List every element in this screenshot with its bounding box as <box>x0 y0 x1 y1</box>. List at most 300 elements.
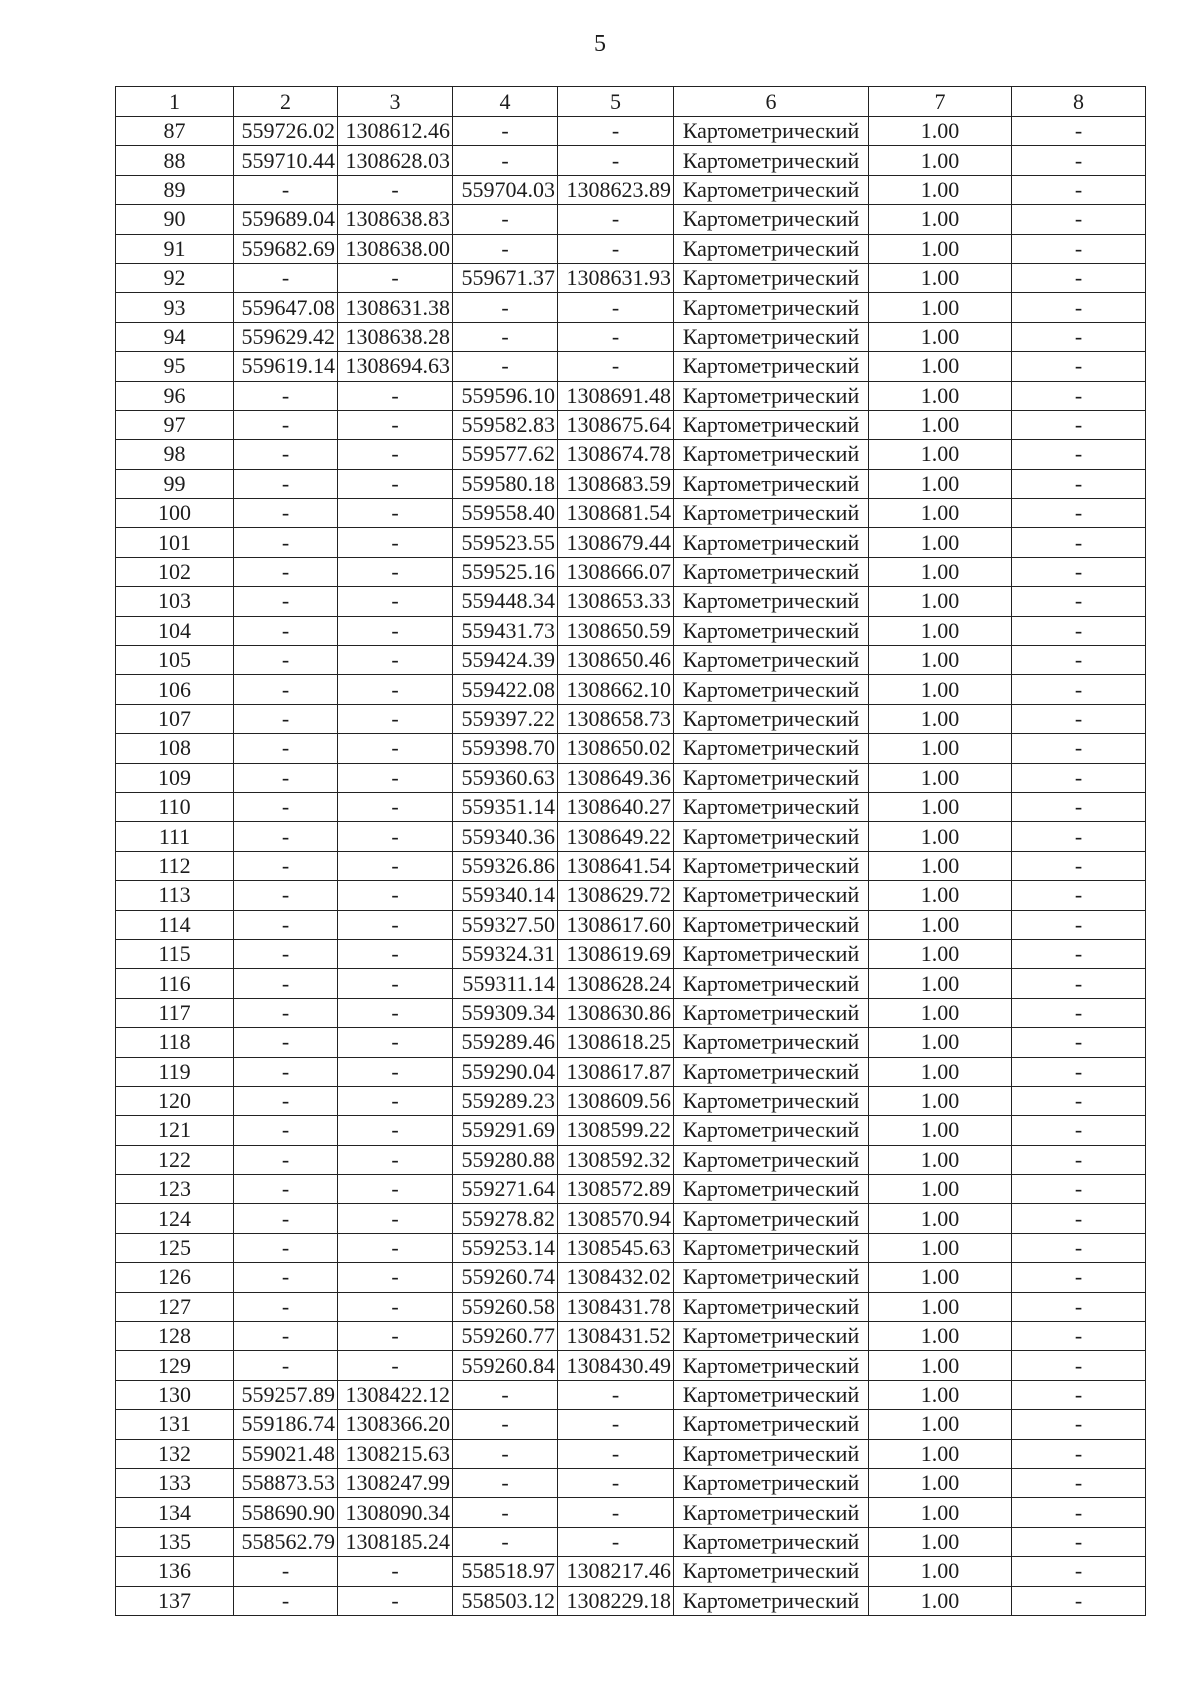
column-4-cell: 559326.86 <box>453 851 558 880</box>
column-5-cell: 1308630.86 <box>558 998 674 1027</box>
column-5-cell: 1308641.54 <box>558 851 674 880</box>
point-number-cell: 87 <box>116 117 234 146</box>
column-5-cell: 1308430.49 <box>558 1351 674 1380</box>
method-cell: Картометрический <box>674 675 869 704</box>
column-3-cell: - <box>338 1292 453 1321</box>
method-cell: Картометрический <box>674 1380 869 1409</box>
point-number-cell: 131 <box>116 1410 234 1439</box>
point-number-cell: 125 <box>116 1233 234 1262</box>
column-4-cell: - <box>453 234 558 263</box>
column-4-cell: 559324.31 <box>453 939 558 968</box>
column-2-cell: - <box>234 469 338 498</box>
accuracy-cell: 1.00 <box>869 1527 1012 1556</box>
method-cell: Картометрический <box>674 1145 869 1174</box>
method-cell: Картометрический <box>674 1233 869 1262</box>
table-row <box>116 587 1146 616</box>
accuracy-cell: 1.00 <box>869 1145 1012 1174</box>
table-row <box>116 1175 1146 1204</box>
column-3-cell: 1308638.00 <box>338 234 453 263</box>
accuracy-cell: 1.00 <box>869 175 1012 204</box>
point-number-cell: 133 <box>116 1468 234 1497</box>
point-number-cell: 91 <box>116 234 234 263</box>
column-8-cell: - <box>1012 175 1146 204</box>
column-8-cell: - <box>1012 117 1146 146</box>
column-8-cell: - <box>1012 734 1146 763</box>
method-cell: Картометрический <box>674 205 869 234</box>
accuracy-cell: 1.00 <box>869 263 1012 292</box>
column-3-cell: - <box>338 822 453 851</box>
table-row <box>116 969 1146 998</box>
accuracy-cell: 1.00 <box>869 1468 1012 1497</box>
column-5-cell: 1308629.72 <box>558 881 674 910</box>
table-row <box>116 704 1146 733</box>
column-5-cell: 1308628.24 <box>558 969 674 998</box>
table-row <box>116 1116 1146 1145</box>
table-row <box>116 1292 1146 1321</box>
column-3-cell: - <box>338 734 453 763</box>
column-3-cell: - <box>338 440 453 469</box>
column-8-cell: - <box>1012 792 1146 821</box>
point-number-cell: 89 <box>116 175 234 204</box>
accuracy-cell: 1.00 <box>869 910 1012 939</box>
column-2-cell: - <box>234 175 338 204</box>
column-5-cell: 1308618.25 <box>558 1028 674 1057</box>
accuracy-cell: 1.00 <box>869 587 1012 616</box>
table-row <box>116 1145 1146 1174</box>
accuracy-cell: 1.00 <box>869 1292 1012 1321</box>
column-8-cell: - <box>1012 998 1146 1027</box>
column-3-cell: - <box>338 263 453 292</box>
accuracy-cell: 1.00 <box>869 528 1012 557</box>
column-5-cell: - <box>558 1410 674 1439</box>
column-8-cell: - <box>1012 969 1146 998</box>
method-cell: Картометрический <box>674 440 869 469</box>
column-2-cell: - <box>234 939 338 968</box>
column-8-cell: - <box>1012 1116 1146 1145</box>
column-4-cell: 559704.03 <box>453 175 558 204</box>
accuracy-cell: 1.00 <box>869 117 1012 146</box>
column-2-cell: 558562.79 <box>234 1527 338 1556</box>
column-header-2: 2 <box>234 87 338 117</box>
point-number-cell: 120 <box>116 1086 234 1115</box>
table-row <box>116 234 1146 263</box>
table-row <box>116 146 1146 175</box>
column-3-cell: - <box>338 557 453 586</box>
column-8-cell: - <box>1012 1380 1146 1409</box>
column-3-cell: - <box>338 881 453 910</box>
point-number-cell: 130 <box>116 1380 234 1409</box>
column-2-cell: 558873.53 <box>234 1468 338 1497</box>
accuracy-cell: 1.00 <box>869 969 1012 998</box>
method-cell: Картометрический <box>674 1292 869 1321</box>
column-8-cell: - <box>1012 1292 1146 1321</box>
point-number-cell: 122 <box>116 1145 234 1174</box>
column-2-cell: - <box>234 1145 338 1174</box>
method-cell: Картометрический <box>674 1057 869 1086</box>
column-2-cell: - <box>234 1204 338 1233</box>
column-3-cell: - <box>338 616 453 645</box>
accuracy-cell: 1.00 <box>869 1498 1012 1527</box>
column-3-cell: 1308090.34 <box>338 1498 453 1527</box>
table-row <box>116 352 1146 381</box>
column-2-cell: - <box>234 528 338 557</box>
method-cell: Картометрический <box>674 881 869 910</box>
column-header-8: 8 <box>1012 87 1146 117</box>
column-3-cell: - <box>338 939 453 968</box>
column-4-cell: 559260.77 <box>453 1322 558 1351</box>
column-3-cell: - <box>338 1116 453 1145</box>
table-row <box>116 646 1146 675</box>
column-8-cell: - <box>1012 1527 1146 1556</box>
column-3-cell: - <box>338 763 453 792</box>
method-cell: Картометрический <box>674 1263 869 1292</box>
method-cell: Картометрический <box>674 528 869 557</box>
column-5-cell: 1308649.22 <box>558 822 674 851</box>
column-2-cell: - <box>234 792 338 821</box>
accuracy-cell: 1.00 <box>869 410 1012 439</box>
method-cell: Картометрический <box>674 734 869 763</box>
method-cell: Картометрический <box>674 1322 869 1351</box>
column-2-cell: - <box>234 1292 338 1321</box>
accuracy-cell: 1.00 <box>869 881 1012 910</box>
column-2-cell: - <box>234 704 338 733</box>
column-3-cell: 1308366.20 <box>338 1410 453 1439</box>
column-4-cell: 559422.08 <box>453 675 558 704</box>
accuracy-cell: 1.00 <box>869 1057 1012 1086</box>
column-8-cell: - <box>1012 675 1146 704</box>
column-3-cell: 1308631.38 <box>338 293 453 322</box>
table-row <box>116 734 1146 763</box>
point-number-cell: 119 <box>116 1057 234 1086</box>
point-number-cell: 110 <box>116 792 234 821</box>
table-row <box>116 1468 1146 1497</box>
column-2-cell: - <box>234 1057 338 1086</box>
column-4-cell: 559289.46 <box>453 1028 558 1057</box>
point-number-cell: 104 <box>116 616 234 645</box>
column-8-cell: - <box>1012 293 1146 322</box>
table-row <box>116 117 1146 146</box>
table-row <box>116 1380 1146 1409</box>
column-5-cell: - <box>558 1380 674 1409</box>
column-4-cell: 559253.14 <box>453 1233 558 1262</box>
column-5-cell: 1308666.07 <box>558 557 674 586</box>
method-cell: Картометрический <box>674 352 869 381</box>
method-cell: Картометрический <box>674 969 869 998</box>
column-4-cell: 559327.50 <box>453 910 558 939</box>
column-8-cell: - <box>1012 616 1146 645</box>
method-cell: Картометрический <box>674 998 869 1027</box>
column-4-cell: 559582.83 <box>453 410 558 439</box>
column-4-cell: 558503.12 <box>453 1586 558 1615</box>
column-3-cell: - <box>338 1086 453 1115</box>
column-4-cell: 559280.88 <box>453 1145 558 1174</box>
column-8-cell: - <box>1012 263 1146 292</box>
column-8-cell: - <box>1012 1322 1146 1351</box>
column-5-cell: - <box>558 1498 674 1527</box>
table-row <box>116 1233 1146 1262</box>
accuracy-cell: 1.00 <box>869 1410 1012 1439</box>
point-number-cell: 117 <box>116 998 234 1027</box>
table-row <box>116 1527 1146 1556</box>
accuracy-cell: 1.00 <box>869 557 1012 586</box>
column-3-cell: 1308638.28 <box>338 322 453 351</box>
column-3-cell: - <box>338 969 453 998</box>
point-number-cell: 136 <box>116 1557 234 1586</box>
column-5-cell: 1308650.02 <box>558 734 674 763</box>
table-row <box>116 851 1146 880</box>
table-row <box>116 440 1146 469</box>
column-5-cell: 1308609.56 <box>558 1086 674 1115</box>
column-2-cell: - <box>234 440 338 469</box>
point-number-cell: 132 <box>116 1439 234 1468</box>
column-2-cell: - <box>234 557 338 586</box>
column-2-cell: - <box>234 587 338 616</box>
point-number-cell: 121 <box>116 1116 234 1145</box>
column-4-cell: 559289.23 <box>453 1086 558 1115</box>
column-4-cell: - <box>453 117 558 146</box>
column-3-cell: 1308694.63 <box>338 352 453 381</box>
column-2-cell: - <box>234 499 338 528</box>
point-number-cell: 100 <box>116 499 234 528</box>
column-2-cell: - <box>234 410 338 439</box>
column-8-cell: - <box>1012 528 1146 557</box>
column-3-cell: - <box>338 1145 453 1174</box>
table-row <box>116 410 1146 439</box>
column-5-cell: 1308431.78 <box>558 1292 674 1321</box>
point-number-cell: 103 <box>116 587 234 616</box>
column-4-cell: - <box>453 1439 558 1468</box>
column-3-cell: - <box>338 1204 453 1233</box>
column-4-cell: 559351.14 <box>453 792 558 821</box>
column-5-cell: 1308619.69 <box>558 939 674 968</box>
accuracy-cell: 1.00 <box>869 1351 1012 1380</box>
accuracy-cell: 1.00 <box>869 1380 1012 1409</box>
column-4-cell: - <box>453 1468 558 1497</box>
column-5-cell: 1308617.87 <box>558 1057 674 1086</box>
table-row <box>116 528 1146 557</box>
column-5-cell: 1308658.73 <box>558 704 674 733</box>
table-row <box>116 1086 1146 1115</box>
column-4-cell: - <box>453 293 558 322</box>
column-4-cell: - <box>453 352 558 381</box>
column-4-cell: - <box>453 322 558 351</box>
column-8-cell: - <box>1012 1351 1146 1380</box>
column-3-cell: - <box>338 499 453 528</box>
column-5-cell: 1308675.64 <box>558 410 674 439</box>
column-3-cell: - <box>338 1586 453 1615</box>
column-2-cell: - <box>234 1322 338 1351</box>
column-4-cell: 559397.22 <box>453 704 558 733</box>
point-number-cell: 113 <box>116 881 234 910</box>
column-2-cell: - <box>234 1175 338 1204</box>
column-3-cell: - <box>338 910 453 939</box>
column-5-cell: 1308217.46 <box>558 1557 674 1586</box>
point-number-cell: 99 <box>116 469 234 498</box>
method-cell: Картометрический <box>674 851 869 880</box>
column-3-cell: - <box>338 1175 453 1204</box>
column-2-cell: 559186.74 <box>234 1410 338 1439</box>
accuracy-cell: 1.00 <box>869 1204 1012 1233</box>
column-2-cell: - <box>234 263 338 292</box>
point-number-cell: 95 <box>116 352 234 381</box>
method-cell: Картометрический <box>674 1116 869 1145</box>
method-cell: Картометрический <box>674 1351 869 1380</box>
table-row <box>116 998 1146 1027</box>
method-cell: Картометрический <box>674 1557 869 1586</box>
column-3-cell: - <box>338 587 453 616</box>
column-2-cell: 559682.69 <box>234 234 338 263</box>
point-number-cell: 107 <box>116 704 234 733</box>
point-number-cell: 102 <box>116 557 234 586</box>
column-2-cell: - <box>234 1586 338 1615</box>
column-5-cell: - <box>558 322 674 351</box>
method-cell: Картометрический <box>674 469 869 498</box>
table-row <box>116 175 1146 204</box>
accuracy-cell: 1.00 <box>869 205 1012 234</box>
column-8-cell: - <box>1012 1086 1146 1115</box>
column-3-cell: 1308638.83 <box>338 205 453 234</box>
column-3-cell: - <box>338 1322 453 1351</box>
column-2-cell: - <box>234 969 338 998</box>
point-number-cell: 101 <box>116 528 234 557</box>
point-number-cell: 111 <box>116 822 234 851</box>
column-5-cell: 1308691.48 <box>558 381 674 410</box>
method-cell: Картометрический <box>674 822 869 851</box>
column-4-cell: 559596.10 <box>453 381 558 410</box>
point-number-cell: 118 <box>116 1028 234 1057</box>
table-row <box>116 822 1146 851</box>
table-row <box>116 792 1146 821</box>
column-2-cell: 558690.90 <box>234 1498 338 1527</box>
column-8-cell: - <box>1012 763 1146 792</box>
accuracy-cell: 1.00 <box>869 851 1012 880</box>
table-row <box>116 1057 1146 1086</box>
column-4-cell: - <box>453 146 558 175</box>
method-cell: Картометрический <box>674 499 869 528</box>
column-4-cell: 559340.14 <box>453 881 558 910</box>
column-8-cell: - <box>1012 557 1146 586</box>
column-5-cell: 1308631.93 <box>558 263 674 292</box>
column-2-cell: - <box>234 381 338 410</box>
column-5-cell: 1308674.78 <box>558 440 674 469</box>
point-number-cell: 127 <box>116 1292 234 1321</box>
accuracy-cell: 1.00 <box>869 352 1012 381</box>
column-8-cell: - <box>1012 587 1146 616</box>
column-4-cell: 559577.62 <box>453 440 558 469</box>
method-cell: Картометрический <box>674 704 869 733</box>
column-4-cell: 559278.82 <box>453 1204 558 1233</box>
column-8-cell: - <box>1012 881 1146 910</box>
point-number-cell: 114 <box>116 910 234 939</box>
column-5-cell: 1308653.33 <box>558 587 674 616</box>
column-2-cell: - <box>234 1116 338 1145</box>
table-row <box>116 1586 1146 1615</box>
column-2-cell: 559689.04 <box>234 205 338 234</box>
table-row <box>116 763 1146 792</box>
table-row <box>116 881 1146 910</box>
column-8-cell: - <box>1012 939 1146 968</box>
method-cell: Картометрический <box>674 263 869 292</box>
point-number-cell: 105 <box>116 646 234 675</box>
table-row <box>116 263 1146 292</box>
column-8-cell: - <box>1012 410 1146 439</box>
column-5-cell: 1308599.22 <box>558 1116 674 1145</box>
point-number-cell: 94 <box>116 322 234 351</box>
accuracy-cell: 1.00 <box>869 998 1012 1027</box>
table-row <box>116 910 1146 939</box>
column-5-cell: - <box>558 146 674 175</box>
column-2-cell: 559021.48 <box>234 1439 338 1468</box>
column-4-cell: 559260.74 <box>453 1263 558 1292</box>
accuracy-cell: 1.00 <box>869 381 1012 410</box>
table-row <box>116 1204 1146 1233</box>
column-3-cell: - <box>338 646 453 675</box>
column-8-cell: - <box>1012 499 1146 528</box>
table-row <box>116 1263 1146 1292</box>
column-4-cell: 559340.36 <box>453 822 558 851</box>
column-4-cell: 559271.64 <box>453 1175 558 1204</box>
column-3-cell: - <box>338 792 453 821</box>
column-8-cell: - <box>1012 1233 1146 1262</box>
column-5-cell: 1308649.36 <box>558 763 674 792</box>
column-2-cell: 559619.14 <box>234 352 338 381</box>
column-2-cell: - <box>234 822 338 851</box>
method-cell: Картометрический <box>674 646 869 675</box>
accuracy-cell: 1.00 <box>869 763 1012 792</box>
column-2-cell: - <box>234 1351 338 1380</box>
point-number-cell: 134 <box>116 1498 234 1527</box>
table-row <box>116 939 1146 968</box>
column-2-cell: 559257.89 <box>234 1380 338 1409</box>
column-4-cell: 559525.16 <box>453 557 558 586</box>
method-cell: Картометрический <box>674 1204 869 1233</box>
column-8-cell: - <box>1012 1028 1146 1057</box>
column-header-3: 3 <box>338 87 453 117</box>
column-3-cell: - <box>338 1351 453 1380</box>
accuracy-cell: 1.00 <box>869 1322 1012 1351</box>
column-3-cell: 1308422.12 <box>338 1380 453 1409</box>
column-5-cell: 1308623.89 <box>558 175 674 204</box>
column-4-cell: 559671.37 <box>453 263 558 292</box>
column-header-6: 6 <box>674 87 869 117</box>
method-cell: Картометрический <box>674 1028 869 1057</box>
accuracy-cell: 1.00 <box>869 293 1012 322</box>
column-8-cell: - <box>1012 822 1146 851</box>
column-4-cell: 559311.14 <box>453 969 558 998</box>
column-5-cell: 1308229.18 <box>558 1586 674 1615</box>
column-2-cell: - <box>234 998 338 1027</box>
accuracy-cell: 1.00 <box>869 704 1012 733</box>
point-number-cell: 88 <box>116 146 234 175</box>
table-row <box>116 469 1146 498</box>
point-number-cell: 96 <box>116 381 234 410</box>
method-cell: Картометрический <box>674 1175 869 1204</box>
column-5-cell: 1308545.63 <box>558 1233 674 1262</box>
point-number-cell: 97 <box>116 410 234 439</box>
column-3-cell: - <box>338 381 453 410</box>
table-row <box>116 205 1146 234</box>
column-3-cell: - <box>338 528 453 557</box>
method-cell: Картометрический <box>674 146 869 175</box>
method-cell: Картометрический <box>674 175 869 204</box>
column-3-cell: 1308247.99 <box>338 1468 453 1497</box>
method-cell: Картометрический <box>674 234 869 263</box>
accuracy-cell: 1.00 <box>869 1116 1012 1145</box>
column-5-cell: 1308650.46 <box>558 646 674 675</box>
column-3-cell: 1308628.03 <box>338 146 453 175</box>
header-row <box>116 87 1146 117</box>
column-5-cell: 1308662.10 <box>558 675 674 704</box>
